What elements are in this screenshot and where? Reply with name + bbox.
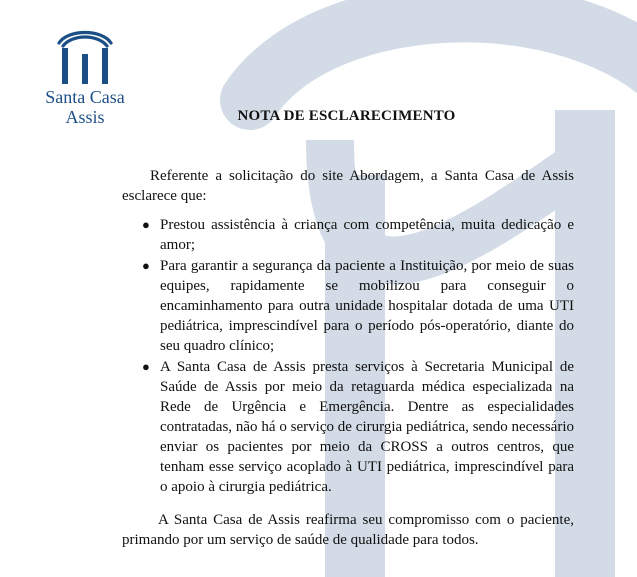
bullet-text: Prestou assistência à criança com competência, muita dedicação e amor; xyxy=(160,217,574,253)
document-title: NOTA DE ESCLARECIMENTO xyxy=(237,108,456,124)
logo-name-line2: Assis xyxy=(65,107,105,127)
list-item xyxy=(122,256,574,356)
intro-paragraph: Referente a solicitação do site Abordagem, a Santa Casa de Assis esclarece que: xyxy=(122,168,574,204)
bullet-text: Para garantir a segurança da paciente a Instituição, por meio de suas equipes, rapidamente se mobilizou para conseguir o encaminhamento para outra unidade hospitalar dotada de uma UTI pediátrica, imprescindível para o período pós-operatório, diante do seu quadro clínico; xyxy=(160,258,574,354)
bullet-icon: ● xyxy=(142,359,150,374)
document-body xyxy=(122,166,574,550)
list-item xyxy=(122,215,574,255)
bullet-list xyxy=(122,215,574,497)
list-item xyxy=(122,357,574,497)
closing-paragraph: A Santa Casa de Assis reafirma seu compromisso com o paciente, primando por um serviço de saúde de qualidade para todos. xyxy=(122,512,574,548)
bullet-text: A Santa Casa de Assis presta serviços à Secretaria Municipal de Saúde de Assis por meio da retaguarda médica especializada na Rede de Urgência e Emergência. Dentre as especialidades contratadas, não há o serviço de cirurgia pediátrica, sendo necessário enviar os pacientes por meio da CROSS a outros centros, que tenham esse serviço acoplado à UTI pediátrica, imprescindível para o apoio à cirurgia pediátrica. xyxy=(160,359,574,495)
bullet-icon: ● xyxy=(142,258,150,273)
logo-name-line1: Santa Casa xyxy=(45,87,125,107)
building-arch-icon xyxy=(54,26,116,86)
bullet-icon: ● xyxy=(142,217,150,232)
